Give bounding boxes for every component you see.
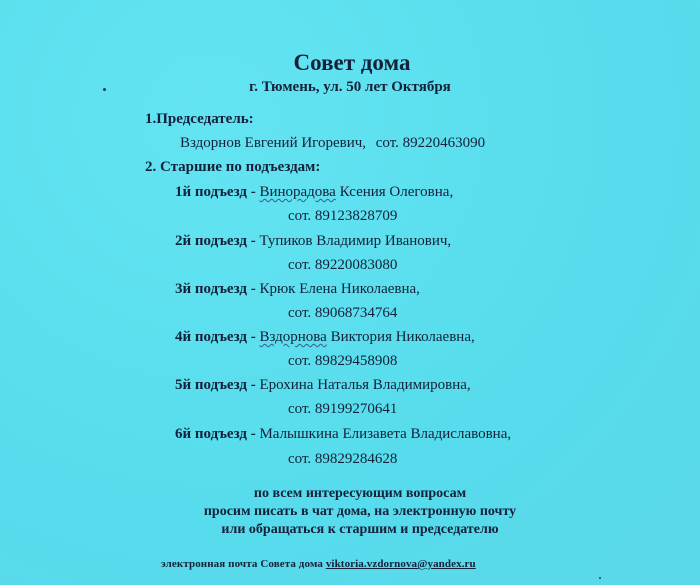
entrance-label: 1й подъезд - [175, 184, 260, 200]
entrance-surname: Вздорнова [259, 329, 327, 345]
entrance-name: Виктория Николаевна, [326, 329, 475, 345]
entrance-label: 5й подъезд - [175, 377, 260, 393]
document-title: Совет дома [293, 50, 411, 75]
entrance-3-phone: сот. 89068734764 [288, 305, 398, 321]
entrance-2-line [175, 233, 451, 250]
chairman-name: Вздорнов Евгений Игоревич, [180, 135, 367, 151]
entrance-1-line [175, 184, 453, 201]
entrance-surname: Винорадова [259, 184, 336, 200]
entrance-label: 4й подъезд - [175, 329, 260, 345]
entrance-1-phone: сот. 89123828709 [288, 208, 398, 224]
entrance-label: 3й подъезд - [175, 281, 260, 297]
footer-label: электронная почта Совета дома [161, 558, 326, 570]
entrance-5-line [175, 377, 471, 394]
entrance-5-phone: сот. 89199270641 [288, 401, 398, 417]
footer-line [161, 558, 476, 570]
entrance-name: Елизавета Владиславовна, [338, 426, 512, 442]
entrance-label: 2й подъезд - [175, 233, 260, 249]
entrance-3-line [175, 281, 420, 298]
entrance-name: Елена Николаевна, [295, 281, 420, 297]
entrance-6-phone: сот. 89829284628 [288, 451, 398, 467]
notice-line-3: или обращаться к старшим и председателю [221, 522, 499, 537]
entrance-4-line [175, 329, 475, 346]
entrance-label: 6й подъезд - [175, 426, 260, 442]
notice-line-2: просим писать в чат дома, на электронную почту [203, 504, 517, 519]
chairman-heading: 1.Председатель: [145, 111, 254, 127]
document-address: г. Тюмень, ул. 50 лет Октября [249, 79, 451, 95]
entrance-2-phone: сот. 89220083080 [288, 257, 398, 273]
scan-speck [103, 88, 106, 91]
entrance-name: Ксения Олеговна, [335, 184, 454, 200]
entrance-name: Наталья Владимировна, [313, 377, 471, 393]
seniors-heading: 2. Старшие по подъездам: [145, 159, 321, 175]
entrance-surname: Ерохина [259, 377, 314, 393]
scan-speck [599, 577, 601, 579]
entrance-surname: Малышкина [259, 426, 339, 442]
entrance-4-phone: сот. 89829458908 [288, 353, 398, 369]
entrance-name: Владимир Иванович, [312, 233, 452, 249]
entrance-6-line [175, 426, 511, 443]
email-link[interactable]: viktoria.vzdornova@yandex.ru [325, 558, 476, 570]
notice-line-1: по всем интересующим вопросам [253, 486, 467, 501]
entrance-surname: Крюк [259, 281, 296, 297]
chairman-line [180, 135, 485, 152]
entrance-surname: Тупиков [259, 233, 313, 249]
chairman-phone: сот. 89220463090 [375, 135, 486, 151]
